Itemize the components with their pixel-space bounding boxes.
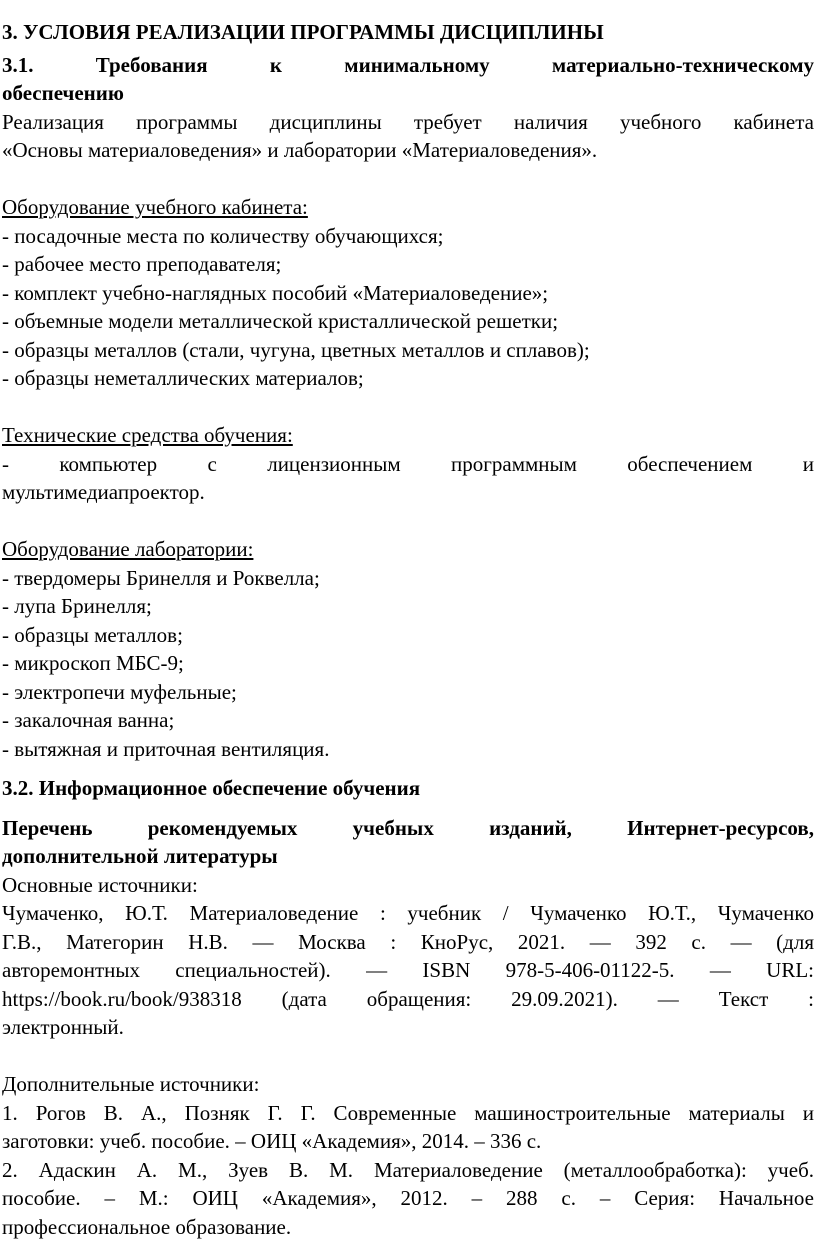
main-source-line: авторемонтных специальностей). — ISBN 978-5-406-01122-5. — URL: — [2, 956, 814, 985]
list-item: - микроскоп МБС-9; — [2, 649, 814, 678]
tech-line-2: мультимедиапроектор. — [2, 478, 814, 507]
list-item: - образцы металлов (стали, чугуна, цветных металлов и сплавов); — [2, 336, 814, 365]
cabinet-label — [2, 193, 814, 222]
subsection-3-2-heading: 3.2. Информационное обеспечение обучения — [2, 774, 814, 803]
main-source-line: электронный. — [2, 1013, 814, 1042]
main-source-line: Чумаченко, Ю.Т. Материаловедение : учебник / Чумаченко Ю.Т., Чумаченко — [2, 899, 814, 928]
main-source-url-line[interactable]: https://book.ru/book/938318 (дата обращения: 29.09.2021). — Текст : — [2, 985, 814, 1014]
document-page — [0, 18, 816, 1241]
extra-source-line: заготовки: учеб. пособие. – ОИЦ «Академия», 2014. – 336 с. — [2, 1127, 814, 1156]
list-item: - твердомеры Бринелля и Роквелла; — [2, 564, 814, 593]
list-item: - образцы металлов; — [2, 621, 814, 650]
main-source-entry — [2, 899, 814, 1042]
sources-heading-line2: дополнительной литературы — [2, 842, 814, 871]
tech-line-1: - компьютер с лицензионным программным обеспечением и — [2, 450, 814, 479]
extra-source-entry-2 — [2, 1156, 814, 1241]
extra-source-line: 1. Рогов В. А., Позняк Г. Г. Современные машиностроительные материалы и — [2, 1099, 814, 1128]
intro-line-2: «Основы материаловедения» и лаборатории «Материаловедения». — [2, 136, 814, 165]
list-item: - закалочная ванна; — [2, 706, 814, 735]
main-sources-label: Основные источники: — [2, 871, 814, 900]
cabinet-label-text: Оборудование учебного кабинета: — [2, 195, 308, 219]
cabinet-equipment-list — [2, 222, 814, 393]
sources-heading-line1: Перечень рекомендуемых учебных изданий, Интернет-ресурсов, — [2, 814, 814, 843]
subsection-3-1-heading-line1: 3.1. Требования к минимальному материально-техническому — [2, 51, 814, 80]
list-item: - электропечи муфельные; — [2, 678, 814, 707]
extra-source-line: профессиональное образование. — [2, 1213, 814, 1241]
list-item: - посадочные места по количеству обучающихся; — [2, 222, 814, 251]
lab-label — [2, 535, 814, 564]
subsection-3-1-heading-line2: обеспечению — [2, 79, 814, 108]
list-item: - комплект учебно-наглядных пособий «Материаловедение»; — [2, 279, 814, 308]
intro-line-1: Реализация программы дисциплины требует наличия учебного кабинета — [2, 108, 814, 137]
tech-label-text: Технические средства обучения: — [2, 423, 293, 447]
tech-label — [2, 421, 814, 450]
section-title: 3. УСЛОВИЯ РЕАЛИЗАЦИИ ПРОГРАММЫ ДИСЦИПЛИНЫ — [2, 18, 814, 47]
extra-sources-label: Дополнительные источники: — [2, 1070, 814, 1099]
list-item: - рабочее место преподавателя; — [2, 250, 814, 279]
main-source-line: Г.В., Матегорин Н.В. — Москва : КноРус, 2021. — 392 с. — (для — [2, 928, 814, 957]
list-item: - объемные модели металлической кристаллической решетки; — [2, 307, 814, 336]
lab-equipment-list — [2, 564, 814, 764]
list-item: - вытяжная и приточная вентиляция. — [2, 735, 814, 764]
extra-source-entry-1 — [2, 1099, 814, 1156]
list-item: - образцы неметаллических материалов; — [2, 364, 814, 393]
extra-source-line: пособие. – М.: ОИЦ «Академия», 2012. – 288 с. – Серия: Начальное — [2, 1184, 814, 1213]
lab-label-text: Оборудование лаборатории: — [2, 537, 253, 561]
list-item: - лупа Бринелля; — [2, 592, 814, 621]
extra-source-line: 2. Адаскин А. М., Зуев В. М. Материаловедение (металлообработка): учеб. — [2, 1156, 814, 1185]
